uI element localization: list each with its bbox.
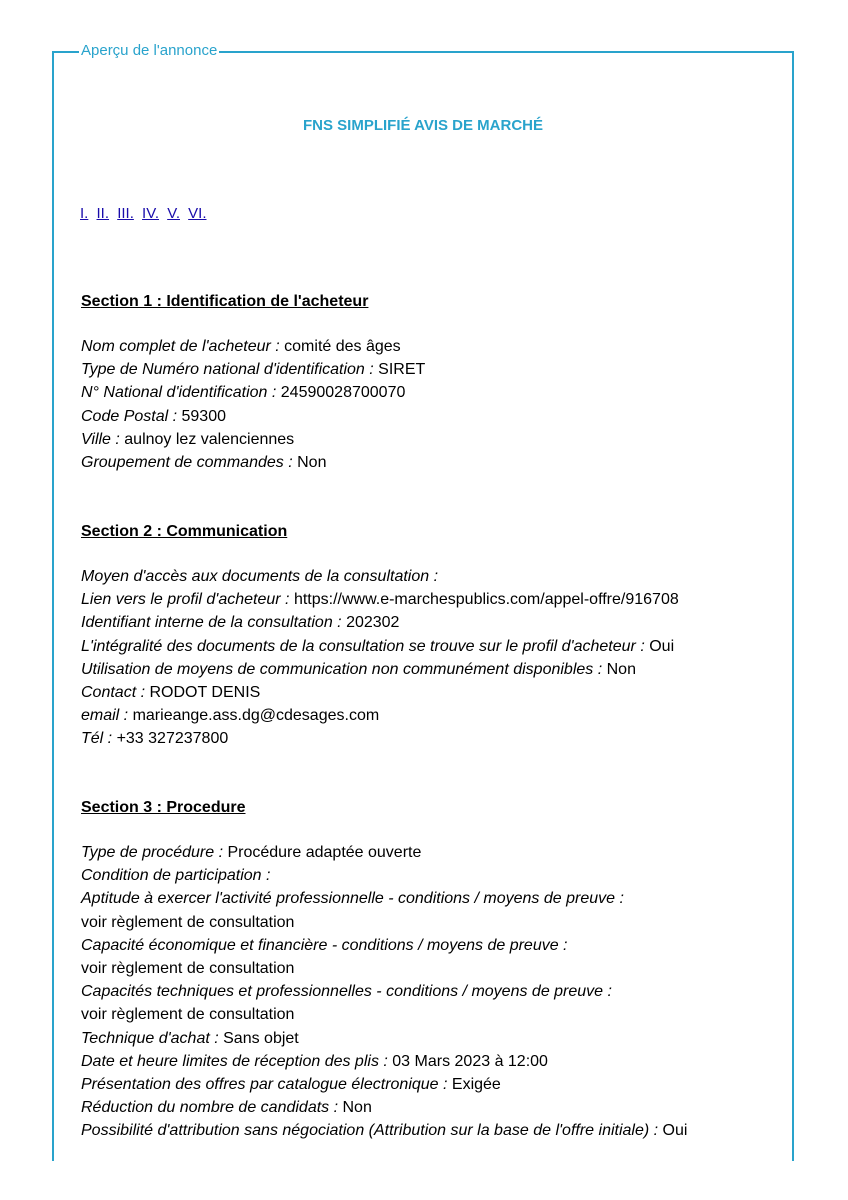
field-value: Non [297,454,327,472]
field-value: aulnoy lez valenciennes [124,430,295,448]
field-value: comité des âges [284,338,401,355]
section-2-rows [81,565,679,751]
field-label: Ville : [81,430,125,448]
field-value: RODOT DENIS [149,684,261,702]
field-value: Sans objet [223,1029,299,1047]
field-label: Réduction du nombre de candidats : [81,1099,343,1117]
field-value: voir règlement de consultation [81,1006,295,1024]
field-row [81,911,687,934]
field-label: Présentation des offres par catalogue électronique : [81,1076,452,1094]
field-label: Capacité économique et financière - conditions / moyens de preuve : [81,936,568,954]
field-value: Oui [649,637,675,655]
field-row [81,681,679,704]
nav-link-6[interactable]: VI. [188,205,207,222]
field-value: marieange.ass.dg@cdesages.com [132,707,380,725]
field-label: Code Postal : [81,407,182,425]
field-value: voir règlement de consultation [81,913,295,931]
field-label: Lien vers le profil d'acheteur : [81,591,294,609]
field-label: Groupement de commandes : [81,454,298,472]
field-row [81,957,687,980]
field-label: N° National d'identification : [81,384,281,402]
field-value: 202302 [346,614,400,632]
field-row [81,864,687,887]
field-row [81,588,679,611]
field-label: Tél : [81,730,117,748]
field-label: Capacités techniques et professionnelles - conditions / moyens de preuve : [81,983,612,1001]
section-2 [81,522,679,751]
section-1 [81,292,425,474]
nav-link-3[interactable]: III. [117,205,134,222]
field-row [81,841,687,864]
field-label: Contact : [81,684,150,702]
section-2-heading: Section 2 : Communication [81,523,288,540]
field-row [81,381,425,404]
field-label: L'intégralité des documents de la consultation se trouve sur le profil d'acheteur : [81,637,650,655]
field-row [81,1073,687,1096]
field-row [81,1027,687,1050]
field-row [81,1119,687,1142]
field-value: Non [606,660,636,678]
field-label: Moyen d'accès aux documents de la consultation : [81,568,439,585]
field-row [81,358,425,381]
field-label: email : [81,707,133,725]
field-label: Technique d'achat : [81,1029,224,1047]
section-3 [81,798,687,1143]
section-3-rows [81,841,687,1143]
field-label: Type de Numéro national d'identification : [81,361,379,379]
field-label: Utilisation de moyens de communication non communément disponibles : [81,660,607,678]
field-row [81,428,425,451]
field-value: 24590028700070 [280,384,406,402]
page-title: FNS SIMPLIFIÉ AVIS DE MARCHÉ [302,117,543,134]
field-value: 03 Mars 2023 à 12:00 [392,1052,548,1070]
field-label: Condition de participation : [81,867,271,885]
field-label: Nom complet de l'acheteur : [81,338,285,355]
field-value: Oui [662,1122,688,1140]
field-row [81,934,687,957]
field-value: https://www.e-marchespublics.com/appel-offre/916708 [293,591,679,609]
field-row [81,1096,687,1119]
field-row [81,1003,687,1026]
section-1-heading: Section 1 : Identification de l'acheteur [81,293,369,310]
field-row [81,887,687,910]
field-row [81,635,679,658]
field-row [81,727,679,750]
field-row [81,980,687,1003]
nav-link-5[interactable]: V. [167,205,180,222]
field-label: Possibilité d'attribution sans négociation (Attribution sur la base de l'offre initiale) : [81,1122,663,1140]
field-row [81,335,425,358]
field-value: Exigée [451,1076,501,1094]
field-row [81,658,679,681]
field-value: SIRET [378,361,426,379]
field-row [81,565,679,588]
field-label: Aptitude à exercer l'activité professionnelle - conditions / moyens de preuve : [81,890,624,908]
field-value: Non [342,1099,372,1117]
field-label: Type de procédure : [81,844,228,861]
field-label: Identifiant interne de la consultation : [81,614,347,632]
field-value: Procédure adaptée ouverte [227,844,422,861]
field-value: +33 327237800 [116,730,229,748]
field-value: voir règlement de consultation [81,960,295,978]
nav-link-1[interactable]: I. [80,205,89,222]
section-nav [80,205,211,222]
frame-legend: Aperçu de l'annonce [81,42,218,59]
nav-link-2[interactable]: II. [96,205,110,222]
field-label: Date et heure limites de réception des plis : [81,1052,393,1070]
field-row [81,451,425,474]
field-row [81,1050,687,1073]
section-3-heading: Section 3 : Procedure [81,799,246,816]
field-row [81,704,679,727]
section-1-rows [81,335,425,474]
nav-link-4[interactable]: IV. [142,205,160,222]
field-row [81,405,425,428]
field-value: 59300 [181,407,226,425]
field-row [81,611,679,634]
